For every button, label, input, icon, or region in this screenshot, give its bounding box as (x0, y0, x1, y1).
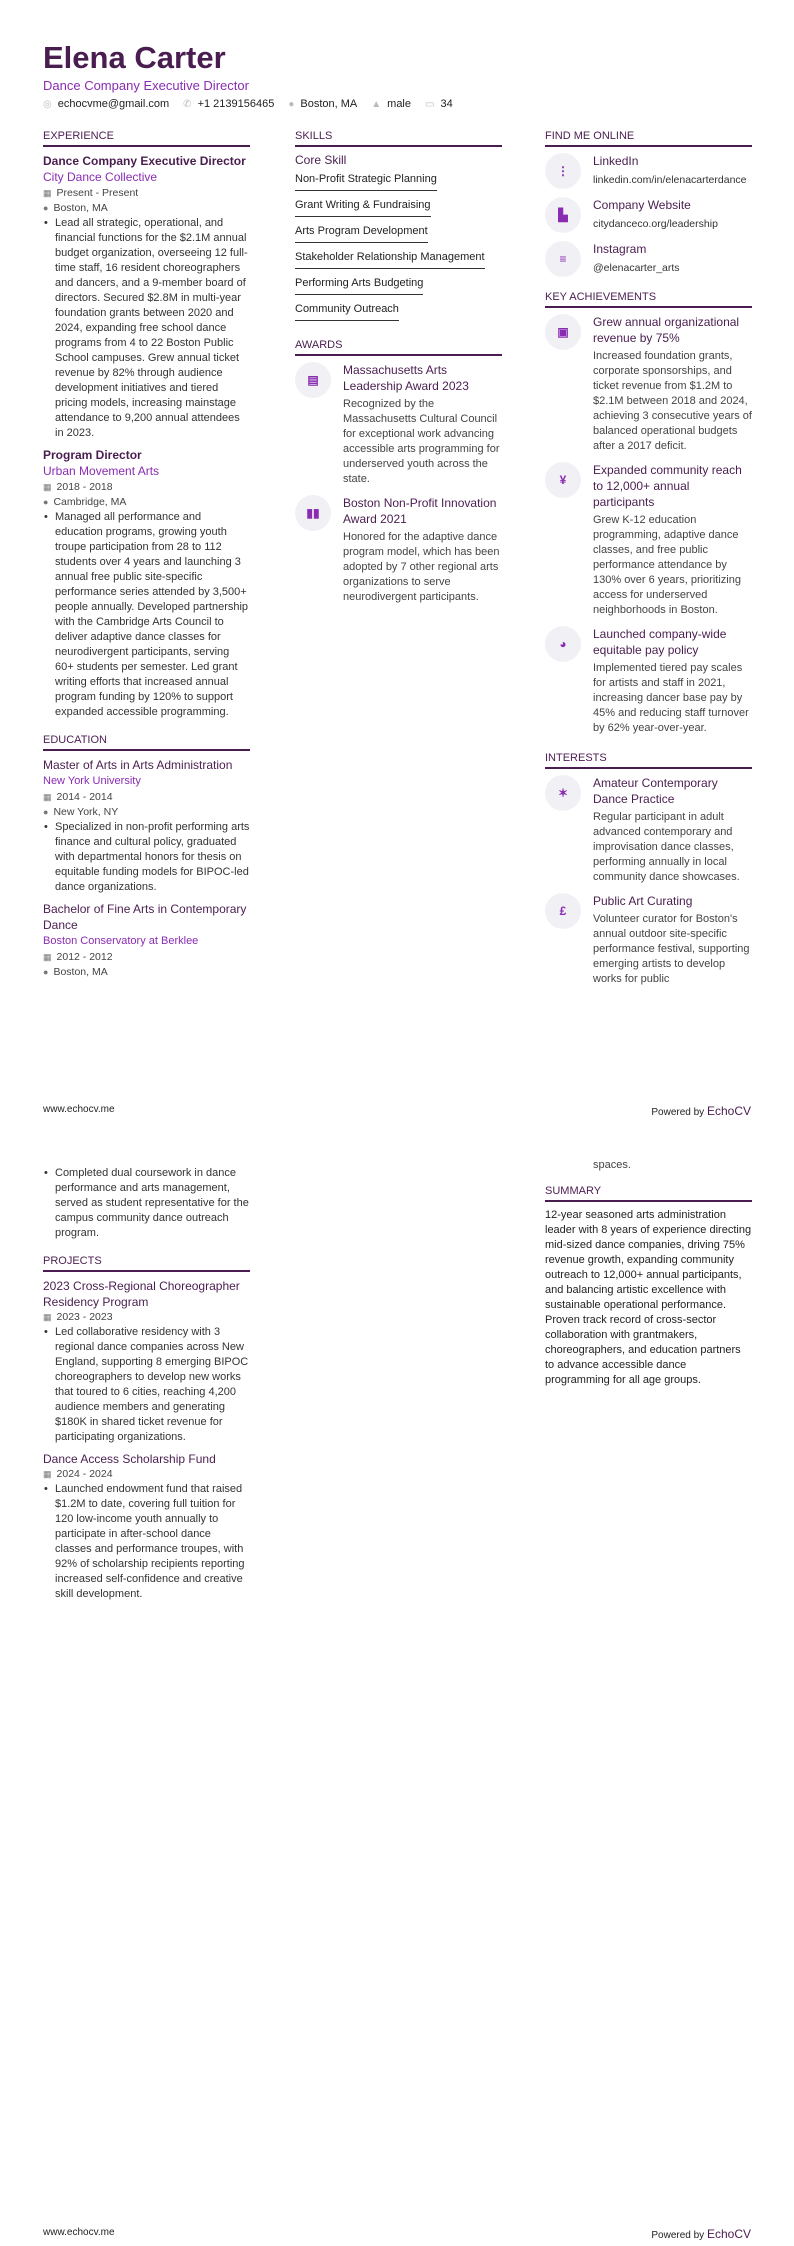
dates: ▦ 2023 - 2023 (43, 1311, 113, 1323)
bullet: • Lead all strategic, operational, and financial functions for the $2.1M annual budget organization, overseeing 12 full-time staff, 16 resident choreographers and dancers, and a 9-member board of directors. Secured $2.8M in multi-year foundation grants between 2020 and 2024, expanding free school dance programs from 4 to 22 Boston Public School campuses. Grew annual ticket revenue by 82% through audience development initiatives and tiered pricing models, increasing mainstage attendance to 9,200 annual attendees in 2023. (43, 216, 250, 441)
calendar-icon: ▦ (43, 188, 52, 198)
job-title: Dance Company Executive Director (43, 154, 246, 168)
education-item (43, 901, 250, 980)
bullet: • Managed all performance and education programs, growing youth troupe participation from 28 to 112 students over 4 years and launching 3 annual free public site-specific performance series attended by 3,500+ people annually. Developed partnership with the Cambridge Arts Council to deliver adaptive dance classes for neurodivergent participants, serving 60+ students per semester. Led grant writing efforts that increased annual program funding by 120% to support expanded accessible programming. (43, 510, 250, 720)
calendar-icon: ▦ (43, 792, 52, 802)
location-icon: ● (288, 99, 295, 110)
bullet: • Launched endowment fund that raised $1.2M to date, covering full tuition for 120 low-income youth annually to participate in after-school dance classes and performance troupes, with 92% of scholarship recipients reporting increased self-confidence and creative skill development. (43, 1482, 250, 1602)
calendar-icon: ▭ (425, 99, 435, 110)
footer-powered-by[interactable]: Powered by EchoCV (651, 2227, 751, 2241)
footer-site-link[interactable]: www.echocv.me (43, 1104, 115, 1115)
project-item (43, 1278, 250, 1445)
section-heading-projects: PROJECTS (43, 1255, 250, 1272)
section-heading-summary: SUMMARY (545, 1185, 752, 1202)
yen-icon: ¥ (545, 462, 581, 498)
at-icon: ◎ (43, 99, 52, 110)
interest-item: £ Public Art Curating Volunteer curator for Boston's annual outdoor site-specific performance festival, supporting emerging artists to develop works for public (545, 893, 752, 987)
calendar-icon: ▦ (43, 952, 52, 962)
calendar-icon: ▦ (43, 1312, 52, 1322)
right-column (545, 130, 752, 995)
contact-age: ▭ 34 (425, 98, 453, 110)
candidate-name: Elena Carter (43, 40, 226, 75)
location: ● Cambridge, MA (43, 496, 127, 508)
location: ● Boston, MA (43, 202, 108, 214)
award-item: ▮▮ Boston Non-Profit Innovation Award 2021 Honored for the adaptive dance program model, which has been adopted by 7 other regional arts organizations to serve neurodivergent participants. (295, 495, 502, 605)
section-heading-education: EDUCATION (43, 734, 250, 751)
section-heading-skills: SKILLS (295, 130, 502, 147)
project-title: 2023 Cross-Regional Choreographer Residency Program (43, 1279, 240, 1309)
footer-powered-by[interactable]: Powered by EchoCV (651, 1104, 751, 1118)
location-icon: ● (43, 203, 49, 213)
company: Urban Movement Arts (43, 464, 160, 478)
education-item (43, 757, 250, 895)
right-column (545, 1159, 752, 1388)
skill-item: Performing Arts Budgeting (295, 275, 423, 295)
award-item: ▤ Massachusetts Arts Leadership Award 2023 Recognized by the Massachusetts Cultural Council for exceptional work advancing accessible arts programming for underserved youth across the state. (295, 362, 502, 487)
location-icon: ● (43, 497, 49, 507)
skill-item: Non-Profit Strategic Planning (295, 171, 437, 191)
degree: Bachelor of Fine Arts in Contemporary Dance (43, 902, 247, 932)
pound-icon: £ (545, 893, 581, 929)
contact-gender: ▲ male (371, 98, 411, 110)
phone-icon: ✆ (183, 99, 192, 110)
contact-location: ● Boston, MA (288, 98, 358, 110)
contact-phone[interactable]: ✆ +1 2139156465 (183, 98, 275, 110)
summary-text: 12-year seasoned arts administration leader with 8 years of experience directing mid-sized dance companies, driving 75% revenue growth, expanding community outreach to 12,000+ annual participants, and balancing artistic excellence with sustainable operational performance. Proven track record of cross-sector collaboration with grantmakers, choreographers, and education partners to advance accessible dance programming for all age groups. (545, 1209, 752, 1386)
experience-item (43, 153, 250, 441)
bullet: • Specialized in non-profit performing arts finance and cultural policy, graduated with departmental honors for thesis on equitable funding models for BIPOC-led dance organizations. (43, 820, 250, 895)
location-icon: ● (43, 807, 49, 817)
interest-desc-continued: spaces. (593, 1159, 631, 1171)
bullet: • Led collaborative residency with 3 regional dance companies across New England, supporting 8 emerging BIPOC choreographers to develop new works that toured to 6 cities, reaching 4,200 audience members and generating $180K in shared ticket revenue for participating organizations. (43, 1325, 250, 1445)
middle-column (295, 130, 502, 613)
dates: ▦ 2012 - 2012 (43, 951, 113, 963)
location-icon: ● (43, 967, 49, 977)
school: Boston Conservatory at Berklee (43, 935, 199, 947)
school: New York University (43, 775, 141, 787)
experience-item (43, 447, 250, 720)
calendar-icon: ▦ (43, 482, 52, 492)
pie-chart-icon: ◕ (545, 626, 581, 662)
section-heading-online: FIND ME ONLINE (545, 130, 752, 147)
section-heading-achievements: KEY ACHIEVEMENTS (545, 291, 752, 308)
candidate-title: Dance Company Executive Director (43, 78, 249, 93)
sparkle-icon: ✶ (545, 775, 581, 811)
dots-icon: ⋮ (545, 153, 581, 189)
achievement-item: ▣ Grew annual organizational revenue by 75% Increased foundation grants, corporate sponsorships, and ticket revenue from $1.2M to $2.1M between 2018 and 2024, achieving 3 consecutive years of balanced operational budgets after a 2017 deficit. (545, 314, 752, 454)
link-linkedin[interactable]: ⋮ LinkedIn linkedin.com/in/elenacarterdance (545, 153, 752, 189)
footer-site-link[interactable]: www.echocv.me (43, 2227, 115, 2238)
link-instagram[interactable]: ≡ Instagram @elenacarter_arts (545, 241, 752, 277)
book-icon: ▮▮ (295, 495, 331, 531)
degree: Master of Arts in Arts Administration (43, 758, 233, 772)
skill-item: Arts Program Development (295, 223, 428, 243)
contact-bar (43, 98, 453, 110)
link-company-website[interactable]: ▙ Company Website citydanceco.org/leadership (545, 197, 752, 233)
achievement-item: ¥ Expanded community reach to 12,000+ annual participants Grew K-12 education programming, adaptive dance classes, and free public performance attendance by 130% over 6 years, prioritizing access for underserved neighborhoods in Boston. (545, 462, 752, 618)
section-heading-awards: AWARDS (295, 339, 502, 356)
calendar-icon: ▦ (43, 1469, 52, 1479)
location: ● New York, NY (43, 806, 119, 818)
file-plus-icon: ▙ (545, 197, 581, 233)
menu-icon: ≡ (545, 241, 581, 277)
left-column (43, 130, 250, 980)
interest-item: ✶ Amateur Contemporary Dance Practice Regular participant in adult advanced contemporary and improvisation dance classes, performing annually in local community dance showcases. (545, 775, 752, 885)
company: City Dance Collective (43, 170, 158, 184)
contact-email[interactable]: ◎ echocvme@gmail.com (43, 98, 170, 110)
project-item (43, 1451, 250, 1602)
dates: ▦ 2018 - 2018 (43, 481, 113, 493)
dates: ▦ 2024 - 2024 (43, 1468, 113, 1480)
money-icon: ▣ (545, 314, 581, 350)
skill-item: Grant Writing & Fundraising (295, 197, 431, 217)
achievement-item: ◕ Launched company-wide equitable pay policy Implemented tiered pay scales for artists and staff in 2021, increasing dancer base pay by 45% and reducing staff turnover by 62% year-over-year. (545, 626, 752, 736)
dates: ▦ Present - Present (43, 187, 139, 199)
location: ● Boston, MA (43, 966, 108, 978)
left-column (43, 1166, 250, 1608)
section-heading-experience: EXPERIENCE (43, 130, 250, 147)
dates: ▦ 2014 - 2014 (43, 791, 113, 803)
job-title: Program Director (43, 448, 142, 462)
page-2 (0, 1123, 794, 2246)
project-title: Dance Access Scholarship Fund (43, 1452, 216, 1466)
person-icon: ▲ (371, 99, 382, 110)
skill-item: Community Outreach (295, 301, 399, 321)
store-icon: ▤ (295, 362, 331, 398)
core-skill-label: Core Skill (295, 153, 347, 167)
skill-item: Stakeholder Relationship Management (295, 249, 485, 269)
section-heading-interests: INTERESTS (545, 752, 752, 769)
bullet: • Completed dual coursework in dance performance and arts management, served as student representative for the campus community dance outreach program. (43, 1166, 250, 1241)
